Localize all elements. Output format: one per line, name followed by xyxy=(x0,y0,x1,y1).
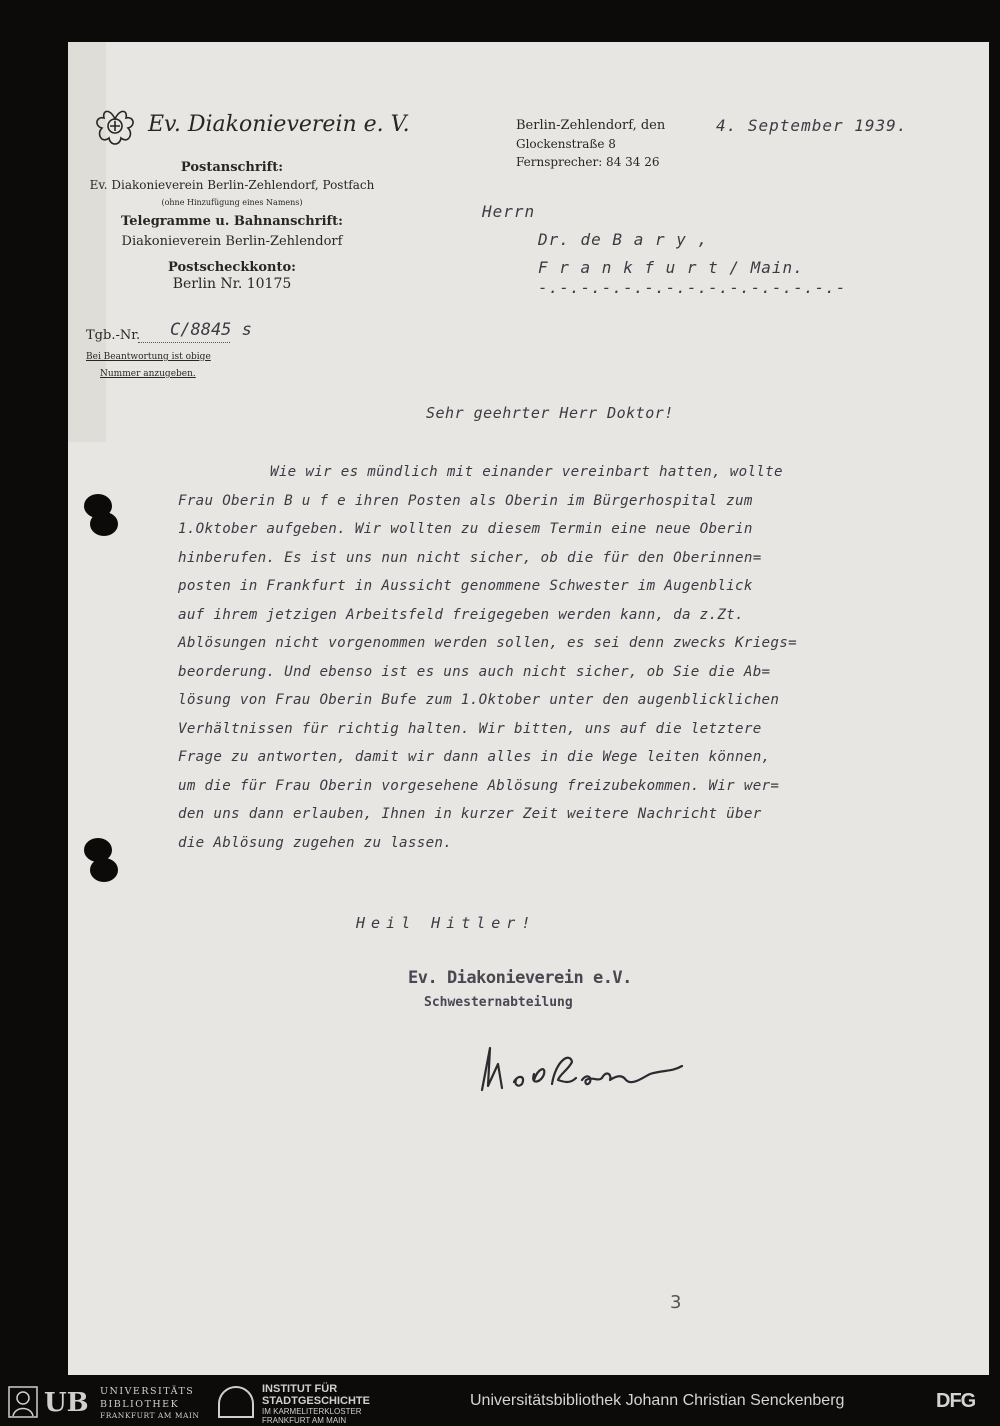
isg-line-4: FRANKFURT AM MAIN xyxy=(262,1416,347,1425)
body-line: beorderung. Und ebenso ist es uns auch nicht sicher, ob Sie die Ab= xyxy=(178,663,771,680)
body-line: den uns dann erlauben, Ihnen in kurzer Zeit weitere Nachricht über xyxy=(178,806,762,822)
reference-note-2: Nummer anzugeben. xyxy=(100,369,196,379)
letter-date: 4. September 1939. xyxy=(716,116,908,135)
letterhead-place: Berlin-Zehlendorf, den xyxy=(516,118,666,133)
ub-portrait-icon xyxy=(8,1386,38,1418)
isg-line-1: INSTITUT FÜR xyxy=(262,1383,338,1395)
isg-line-3: IM KARMELITERKLOSTER xyxy=(262,1407,362,1416)
telegram-heading: Telegramme u. Bahnanschrift: xyxy=(121,214,343,229)
ub-line-3: FRANKFURT AM MAIN xyxy=(100,1411,200,1420)
reference-label: Tgb.-Nr. xyxy=(86,328,141,343)
punch-hole-top-b xyxy=(90,512,118,536)
body-line: lösung von Frau Oberin Bufe zum 1.Oktober unter den augenblicklichen xyxy=(178,692,780,708)
letterhead-phone: Fernsprecher: 84 34 26 xyxy=(516,155,660,169)
body-line: 1.Oktober aufgeben. Wir wollten zu diesem Termin eine neue Oberin xyxy=(178,521,753,537)
footer-bar xyxy=(0,1378,1000,1426)
body-line: hinberufen. Es ist uns nun nicht sicher, ob die für den Oberinnen= xyxy=(178,549,762,566)
stamp-line-1: Ev. Diakonieverein e.V. xyxy=(408,968,632,988)
check-number: Berlin Nr. 10175 xyxy=(172,276,292,292)
check-heading: Postscheckkonto: xyxy=(168,260,296,275)
postal-heading: Postanschrift: xyxy=(180,160,284,175)
body-line: die Ablösung zugehen zu lassen. xyxy=(178,834,453,851)
reference-dotted-line xyxy=(138,342,230,343)
reference-note-1: Bei Beantwortung ist obige xyxy=(86,352,211,362)
salutation: Sehr geehrter Herr Doktor! xyxy=(426,404,674,422)
letterhead-title: Ev. Diakonieverein e. V. xyxy=(148,112,410,137)
dfg-logo: DFG xyxy=(936,1390,976,1412)
recipient-name: Dr. de B a r y , xyxy=(538,230,709,249)
letter-body xyxy=(178,458,960,857)
body-line: Verhältnissen für richtig halten. Wir bitten, uns auf die letztere xyxy=(178,720,762,737)
body-line: auf ihrem jetzigen Arbeitsfeld freigegeben werden kann, da z.Zt. xyxy=(178,606,744,623)
recipient-city: F r a n k f u r t / Main. xyxy=(538,258,804,277)
postal-address: Ev. Diakonieverein Berlin-Zehlendorf, Postfach xyxy=(89,178,375,192)
isg-line-2: STADTGESCHICHTE xyxy=(262,1395,370,1407)
reference-value: C/8845 s xyxy=(170,320,252,340)
ub-line-2: BIBLIOTHEK xyxy=(100,1399,180,1410)
ub-line-1: UNIVERSITÄTS xyxy=(100,1386,195,1397)
closing: Heil Hitler! xyxy=(356,914,537,932)
footer-library-name: Universitätsbibliothek Johann Christian Senckenberg xyxy=(470,1392,845,1409)
ub-logo: UB xyxy=(44,1388,89,1418)
handwritten-signature xyxy=(472,1030,692,1100)
isg-arch-icon xyxy=(218,1386,254,1418)
body-line: posten in Frankfurt in Aussicht genommene Schwester im Augenblick xyxy=(178,578,753,594)
punch-hole-bottom-b xyxy=(90,858,118,882)
page-number: 3 xyxy=(670,1292,682,1313)
recipient-dashes: -.-.-.-.-.-.-.-.-.-.-.-.-.-.- xyxy=(538,278,847,297)
postal-note: (ohne Hinzufügung eines Namens) xyxy=(161,198,303,207)
body-line: Ablösungen nicht vorgenommen werden sollen, es sei denn zwecks Kriegs= xyxy=(178,635,797,651)
letterhead-street: Glockenstraße 8 xyxy=(516,137,616,151)
recipient-herrn: Herrn xyxy=(482,202,536,221)
telegram-address: Diakonieverein Berlin-Zehlendorf xyxy=(121,234,343,249)
rose-emblem-icon xyxy=(92,104,138,148)
body-line: Wie wir es mündlich mit einander vereinbart hatten, wollte xyxy=(270,464,783,480)
body-line: Frage zu antworten, damit wir dann alles in die Wege leiten können, xyxy=(178,749,771,765)
body-line: Frau Oberin B u f e ihren Posten als Oberin im Bürgerhospital zum xyxy=(178,492,753,509)
stamp-line-2: Schwesternabteilung xyxy=(424,995,573,1010)
body-line: um die für Frau Oberin vorgesehene Ablösung freizubekommen. Wir wer= xyxy=(178,777,780,794)
